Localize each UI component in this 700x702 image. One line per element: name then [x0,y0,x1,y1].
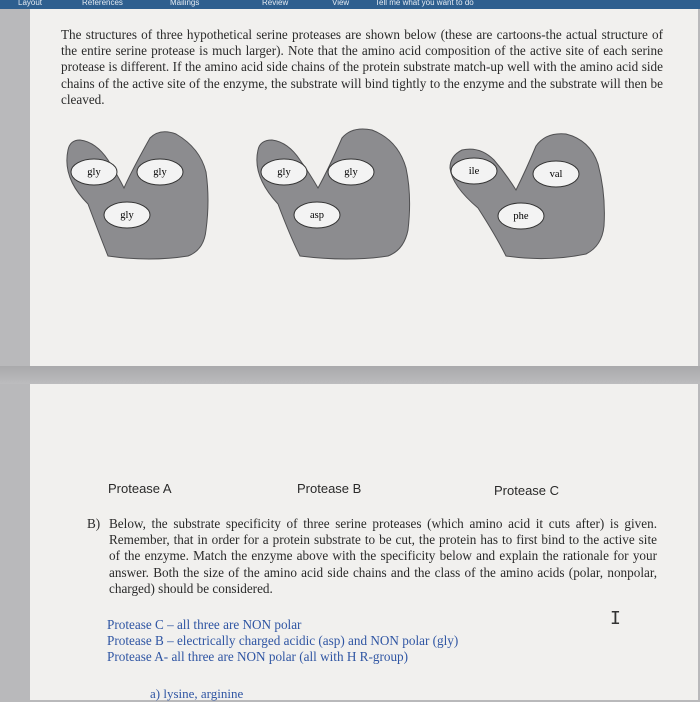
protease-a-label: Protease A [108,481,172,496]
protease-b-label: Protease B [297,481,362,496]
tab-layout[interactable]: Layout [18,0,43,7]
protease-b-shape [257,129,410,259]
part-b-label: B) [87,516,101,531]
protease-b-residue-2: gly [344,167,358,178]
answer-line[interactable]: Protease A- all three are NON polar (all with H R-group) [107,649,409,664]
tab-view[interactable]: View [332,0,350,7]
option-a[interactable]: a) lysine, arginine [150,686,244,701]
protease-c-residue-1: ile [468,166,480,177]
protease-a-residue-1: gly [87,167,101,178]
protease-c-residue-2: val [549,169,563,180]
answer-line[interactable]: Protease B – electrically charged acidic (asp) and NON polar (gly) [107,633,459,648]
protease-a-residue-3: gly [120,210,134,221]
part-b-instructions[interactable]: Below, the substrate specificity of three serine proteases (which amino acid it cuts after) is given. Remember, that in order for a protein substrate to be cut, the protein has to first bind to the active site of the enzyme. Match the enzyme above with the specificity below and explain the rationale for your answer. Both the size of the amino acid side chains and the class of the amino acids (polar, nonpolar, charged) should be considered. [109,516,657,596]
answer-line[interactable]: Protease C – all three are NON polar [107,617,302,632]
protease-c-residue-3: phe [513,211,529,222]
protease-a-shape [67,132,208,259]
intro-paragraph[interactable]: The structures of three hypothetical serine proteases are shown below (these are cartoons-the actual structure of the entire serine protease is much larger). Note that the amino acid composition of the active site of each serine protease is different. If the amino acid side chains of the protein substrate match-up well with the amino acid side chains of the active site of the enzyme, the substrate will bind tightly to the enzyme and the substrate will then be cleaved. [61,27,663,107]
tab-mailings[interactable]: Mailings [170,0,200,7]
protease-c-label: Protease C [494,483,560,498]
protease-b-residue-1: gly [277,167,291,178]
text-cursor-icon: I [610,608,621,629]
answer-list[interactable] [107,617,667,665]
tab-references[interactable]: References [82,0,123,7]
tab-review[interactable]: Review [262,0,289,7]
protease-a-residue-2: gly [153,167,167,178]
protease-c-shape [450,134,604,259]
protease-b-residue-3: asp [310,210,324,221]
tell-me-search[interactable]: Tell me what you want to do [375,0,474,7]
